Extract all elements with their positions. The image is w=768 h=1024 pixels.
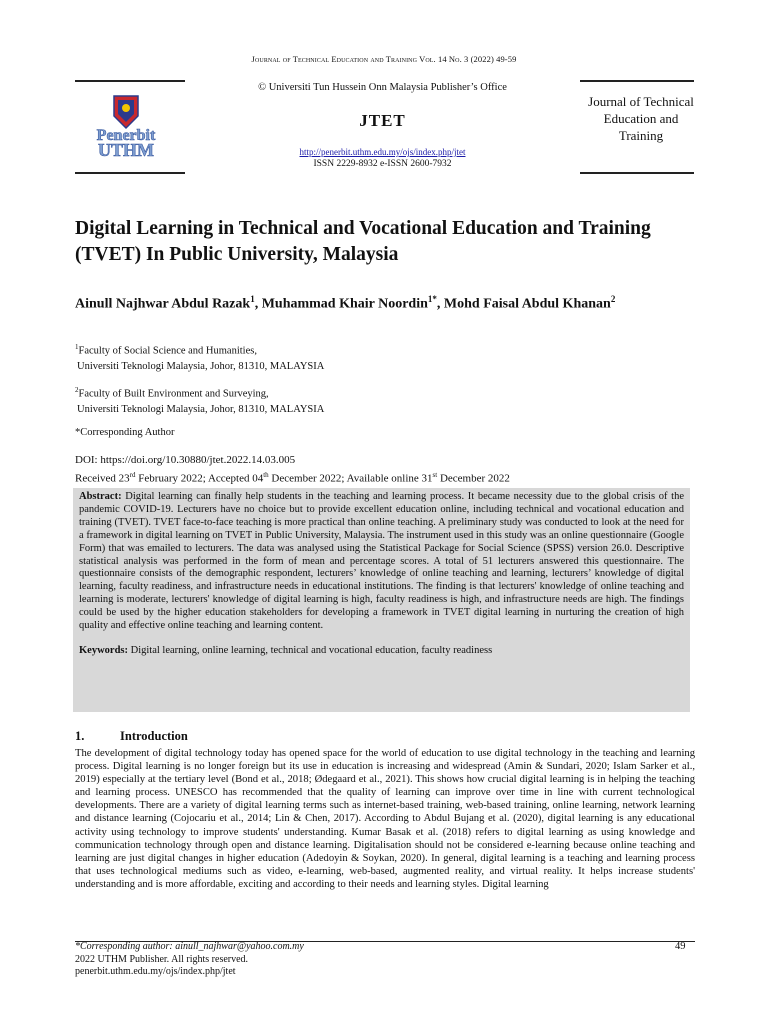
author-affiliation-mark: 2 [610, 294, 616, 304]
logo-text-line2: UTHM [98, 140, 154, 160]
author-name: Mohd Faisal Abdul Khanan [443, 296, 611, 312]
author-affiliation-mark: 1 [250, 294, 255, 304]
masthead-left-top-rule [75, 80, 185, 82]
author-list: Ainull Najhwar Abdul Razak$^1$, Muhammad Khair Noordin$^{1*}$, Mohd Faisal Abdul Khanan$^2$ [75, 294, 616, 312]
masthead-right-bottom-rule [580, 172, 694, 174]
journal-name: Journal of Technical Education and Training [588, 94, 694, 143]
issn-line: ISSN 2229-8932 e-ISSN 2600-7932 [313, 159, 452, 169]
body-paragraph: The development of digital technology today has opened space for the world of education to use digital technology in the teaching and learning process. Digital learning is no longer foreign but its use in education is increasing and widespread (Amin & Sundari, 2020; Islam Sarker et al., 2019) especially at the tertiary level (Bond et al., 2018; Ødegaard et al., 2021). This shows how crucial digital learning is in helping the teaching and learning process. UNESCO has recommended that the quality of learning can improve over time in line with current technological developments. There are a variety of digital learning terms such as internet-based training, web-based training, online learning, network learning and distance learning (Cojocariu et al., 2014; Lin & Chen, 2017). According to Abdul Bujang et al. (2020), digital learning is any educational activity using technology to improve students' understanding. Kumar Basak et al. (2018) refers to digital learning as using knowledge and communication technology through open and distance learning. Digitalisation should not be considered e-learning because online teaching and learning are just digital changes in higher education (Adedoyin & Soykan, 2020). In general, digital learning is a teaching and learning process that uses technological mediums such as video, e-learning, web-based, augmented reality, and virtual reality. It helps increase students' understanding and is more affordable, exciting and according to their needs and learning styles. Digital learning [75, 748, 695, 890]
footer-block [75, 941, 304, 979]
author-name: Ainull Najhwar Abdul Razak [75, 296, 251, 312]
logo-text-line1: Penerbit [96, 127, 156, 144]
running-journal-header: Journal of Technical Education and Training Vol. 14 No. 3 (2022) 49-59 [251, 54, 517, 64]
footer-site: penerbit.uthm.edu.my/ojs/index.php/jtet [75, 966, 236, 977]
page-number: 49 [675, 941, 686, 952]
footer-copyright: 2022 UTHM Publisher. All rights reserved. [75, 953, 249, 965]
masthead-left-bottom-rule [75, 172, 185, 174]
keywords-line: Keywords: Digital learning, online learning, technical and vocational education, faculty readiness [79, 644, 493, 656]
dates-line: Received 23rd February 2022; Accepted 04th December 2022; Available online 31st December 2022 [75, 471, 510, 485]
journal-url-link[interactable]: http://penerbit.uthm.edu.my/ojs/index.php/jtet [299, 147, 466, 157]
affiliation-2: $^2$Faculty of Built Environment and Surveying, Universiti Teknologi Malaysia, Johor, 81310, MALAYSIA [75, 386, 325, 415]
masthead-right-top-rule [580, 80, 694, 82]
publisher-line: © Universiti Tun Hussein Onn Malaysia Publisher’s Office [258, 82, 507, 93]
doi-and-dates [75, 453, 510, 487]
affiliation-1: $^1$Faculty of Social Science and Humanities, Universiti Teknologi Malaysia, Johor, 81310, MALAYSIA [75, 343, 325, 372]
journal-acronym: JTET [359, 111, 406, 130]
author-name: Muhammad Khair Noordin [261, 296, 428, 312]
paper-title: Digital Learning in Technical and Vocational Education and Training (TVET) In Public University, Malaysia [75, 218, 651, 265]
abstract-box [73, 488, 690, 712]
footer-corresponding-email: *Corresponding author: ainull_najhwar@yahoo.com.my [75, 941, 304, 952]
uthm-shield-logo [80, 94, 172, 160]
corresponding-author-note: *Corresponding Author [75, 427, 175, 438]
abstract-text: Abstract: Digital learning can finally help students in the teaching and learning process. It became necessity due to the global crisis of the pandemic COVID-19. Lecturers have no choice but to provide excellent education online, including technical and vocational education and training (TVET). TVET face-to-face teaching is more practical than online teaching. A preliminary study was conducted to look at the need for a framework in digital learning on TVET in Public University, Malaysia. The instrument used in this study was an online questionnaire (Google Form) that was emailed to lecturers. The data was analysed using the Statistical Package for Social Science (SPSS) version 26.0. Descriptive statistical analysis was performed in the form of mean and percentage scores. A total of 51 lecturers answered this questionnaire. The questionnaire consists of the demographic respondent, lecturers’ knowledge of online teaching and learning, lecturers’ knowledge of digital learning, faculty readiness, and infrastructure needs in educational institutions. The finding is that lecturers' knowledge of online teaching and learning is moderate, lecturers' knowledge of digital learning is high, faculty readiness is high, and infrastructure needs are high. The findings could be used by the higher education stakeholders for developing a framework in TVET digital learning in nurturing the creation of high quality and effective online teaching and learning content. [79, 491, 685, 632]
author-affiliation-mark: 1* [427, 294, 437, 304]
doi-line: DOI: https://doi.org/10.30880/jtet.2022.14.03.005 [75, 454, 296, 466]
section-heading: 1. Introduction [75, 729, 188, 743]
